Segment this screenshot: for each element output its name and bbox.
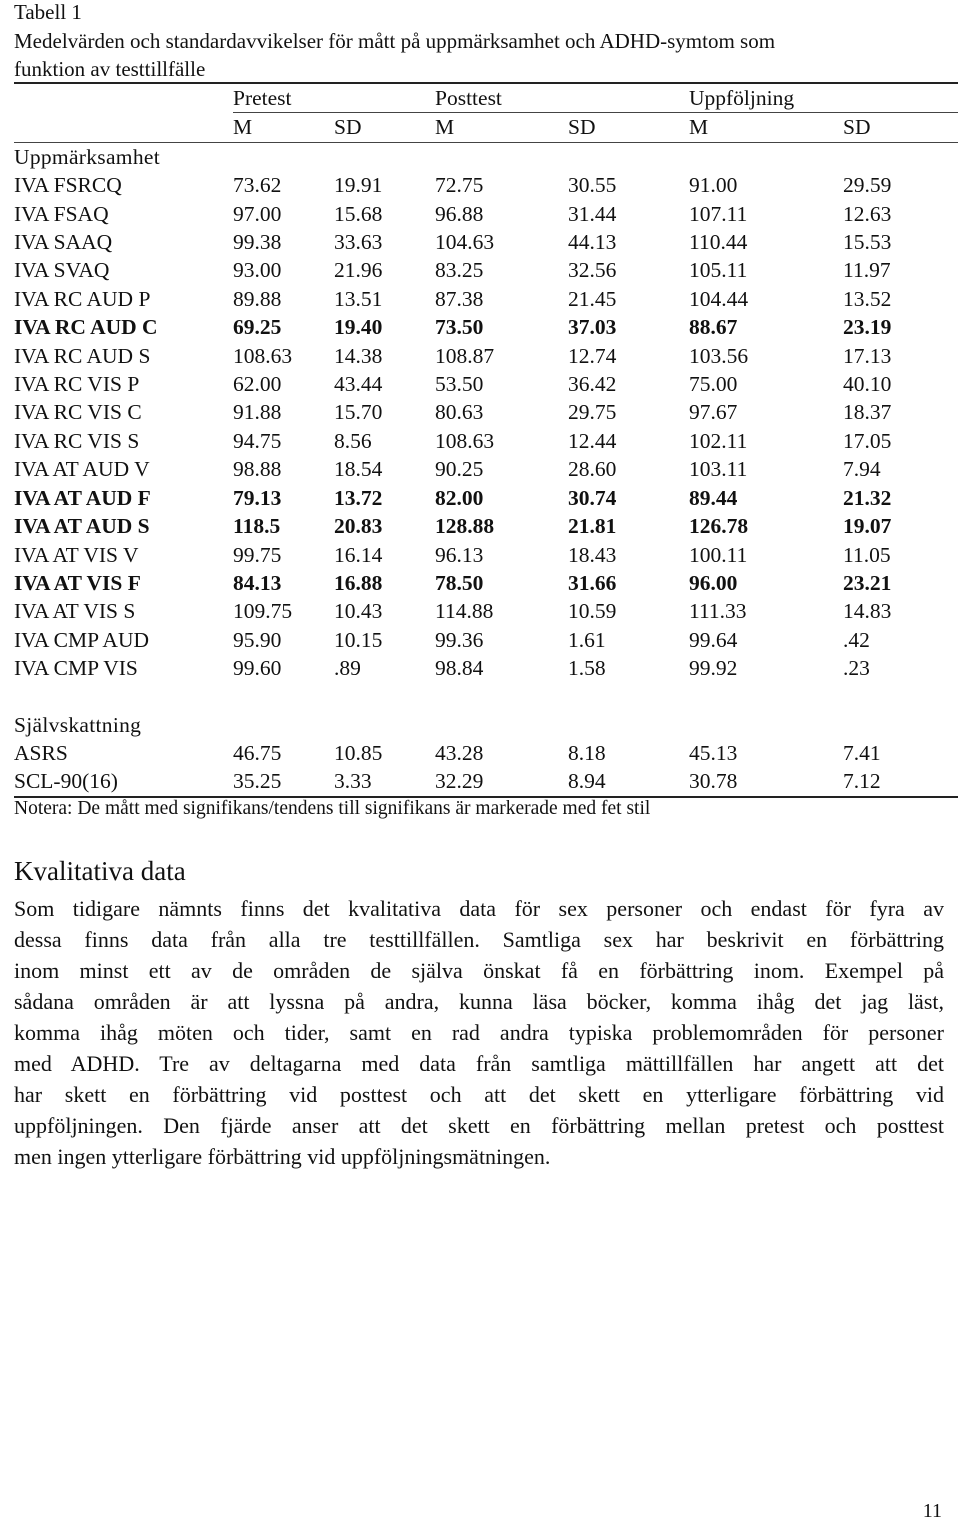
table-cell: 53.50 bbox=[435, 372, 484, 397]
table-cell: 83.25 bbox=[435, 258, 484, 283]
table-cell: .89 bbox=[334, 656, 361, 681]
section-title-row bbox=[14, 142, 958, 171]
table-cell: 30.55 bbox=[568, 173, 617, 198]
table-row bbox=[14, 597, 958, 625]
table-cell: 3.33 bbox=[334, 767, 435, 796]
table-cell: 19.91 bbox=[334, 173, 383, 198]
table-cell: 18.54 bbox=[334, 457, 383, 482]
table-cell: 114.88 bbox=[435, 599, 494, 624]
table-cell: 16.14 bbox=[334, 542, 383, 567]
table-cell: 7.41 bbox=[843, 740, 881, 765]
table-cell: 31.66 bbox=[568, 570, 617, 595]
paragraph-line: inom minst ett av de områden de själva önskat få en förbättring inom. Exempel på bbox=[14, 958, 944, 983]
table-cell: 10.43 bbox=[334, 599, 383, 624]
column-header: M bbox=[233, 113, 334, 142]
table-cell: 80.63 bbox=[435, 400, 484, 425]
row-label: IVA FSAQ bbox=[14, 201, 109, 226]
row-label: IVA AT AUD F bbox=[14, 485, 151, 510]
section-title: Uppmärksamhet bbox=[14, 144, 161, 169]
table-cell: 30.78 bbox=[689, 767, 843, 796]
table-cell: 10.59 bbox=[568, 599, 617, 624]
group-header: Uppföljning bbox=[689, 83, 958, 113]
row-label: IVA SAAQ bbox=[14, 230, 113, 255]
paragraph-line: Som tidigare nämnts finns det kvalitativa data för sex personer och endast för fyra av bbox=[14, 896, 944, 921]
table-cell: 96.13 bbox=[435, 542, 484, 567]
table-cell: 15.68 bbox=[334, 201, 383, 226]
spacer-row bbox=[14, 683, 958, 711]
row-label: IVA AT AUD S bbox=[14, 514, 150, 539]
table-cell: 35.25 bbox=[233, 767, 334, 796]
table-row bbox=[14, 285, 958, 313]
table-cell: 1.61 bbox=[568, 627, 606, 652]
table-cell: 45.13 bbox=[689, 740, 738, 765]
table-row bbox=[14, 342, 958, 370]
row-label: ASRS bbox=[14, 740, 68, 765]
table-cell: 75.00 bbox=[689, 372, 738, 397]
table-cell: .42 bbox=[843, 627, 870, 652]
table-row bbox=[14, 767, 958, 796]
table-cell: 18.37 bbox=[843, 400, 892, 425]
table-cell: 90.25 bbox=[435, 457, 484, 482]
page-number: 11 bbox=[922, 1500, 942, 1522]
table-label: Tabell 1 bbox=[14, 0, 82, 24]
row-label: IVA CMP AUD bbox=[14, 627, 150, 652]
group-header: Pretest bbox=[233, 83, 435, 113]
table-cell: 13.72 bbox=[334, 485, 383, 510]
table-cell: 98.88 bbox=[233, 457, 282, 482]
column-header: SD bbox=[334, 113, 435, 142]
table-cell: 7.12 bbox=[843, 767, 958, 796]
column-header: M bbox=[689, 113, 843, 142]
row-label: IVA AT VIS S bbox=[14, 599, 136, 624]
table-cell: 28.60 bbox=[568, 457, 617, 482]
table-cell: 10.15 bbox=[334, 627, 383, 652]
group-header-row bbox=[14, 83, 958, 113]
table-cell: 89.44 bbox=[689, 485, 738, 510]
table-cell: 40.10 bbox=[843, 372, 892, 397]
paragraph-line: med ADHD. Tre av deltagarna med data från samtliga mättillfällen har angett att det bbox=[14, 1051, 944, 1076]
table-cell: 103.11 bbox=[689, 457, 748, 482]
table-cell: 72.75 bbox=[435, 173, 484, 198]
table-row bbox=[14, 370, 958, 398]
table-row bbox=[14, 256, 958, 284]
table-cell: 16.88 bbox=[334, 570, 383, 595]
table-cell: 1.58 bbox=[568, 656, 606, 681]
row-label: IVA RC VIS C bbox=[14, 400, 142, 425]
paragraph-line: sådana områden är att lyssna på andra, kunna läsa böcker, komma ihåg det jag läst, bbox=[14, 989, 944, 1014]
table-cell: 87.38 bbox=[435, 286, 484, 311]
table-cell: 19.07 bbox=[843, 514, 892, 539]
table-cell: 62.00 bbox=[233, 372, 282, 397]
table-cell: 14.38 bbox=[334, 343, 383, 368]
row-label: IVA AT VIS V bbox=[14, 542, 139, 567]
table-cell: 93.00 bbox=[233, 258, 282, 283]
table-cell: 23.19 bbox=[843, 315, 892, 340]
table-cell: 29.59 bbox=[843, 173, 892, 198]
table-cell: 99.64 bbox=[689, 627, 738, 652]
row-label: IVA RC AUD S bbox=[14, 343, 151, 368]
table-row bbox=[14, 200, 958, 228]
table-cell: 15.70 bbox=[334, 400, 383, 425]
table-row bbox=[14, 739, 958, 767]
paragraph-line: dessa finns data från alla tre testtillfällen. Samtliga sex har beskrivit en förbättring bbox=[14, 927, 944, 952]
table-cell: 91.00 bbox=[689, 173, 738, 198]
table-cell: 105.11 bbox=[689, 258, 748, 283]
table-cell: 8.56 bbox=[334, 428, 372, 453]
table-cell: 7.94 bbox=[843, 457, 881, 482]
table-cell: 100.11 bbox=[689, 542, 748, 567]
row-label: IVA RC AUD P bbox=[14, 286, 151, 311]
column-header-row bbox=[14, 113, 958, 142]
table-cell: 43.28 bbox=[435, 740, 484, 765]
table-cell: 73.62 bbox=[233, 173, 282, 198]
table-cell: 12.63 bbox=[843, 201, 892, 226]
paragraph-line: har skett en förbättring vid posttest och att det skett en ytterligare förbättring vid bbox=[14, 1082, 944, 1107]
table-cell: 19.40 bbox=[334, 315, 383, 340]
table-cell: 108.63 bbox=[435, 428, 495, 453]
table-cell: .23 bbox=[843, 656, 870, 681]
table-cell: 21.81 bbox=[568, 514, 617, 539]
table-row bbox=[14, 512, 958, 540]
table-cell: 78.50 bbox=[435, 570, 484, 595]
section-title-row bbox=[14, 711, 958, 739]
table-cell: 97.00 bbox=[233, 201, 282, 226]
table-cell: 46.75 bbox=[233, 740, 282, 765]
table-cell: 99.36 bbox=[435, 627, 484, 652]
table-row bbox=[14, 455, 958, 483]
section-heading: Kvalitativa data bbox=[14, 856, 186, 886]
table-note: Notera: De mått med signifikans/tendens till signifikans är markerade med fet stil bbox=[14, 798, 651, 819]
paragraph-line: komma ihåg möten och tider, samt en rad andra typiska problemområden för personer bbox=[14, 1020, 944, 1045]
column-header: M bbox=[435, 113, 568, 142]
table-cell: 21.45 bbox=[568, 286, 617, 311]
column-header: SD bbox=[843, 113, 958, 142]
table-cell: 111.33 bbox=[689, 599, 747, 624]
table-row bbox=[14, 398, 958, 426]
table-cell: 44.13 bbox=[568, 230, 617, 255]
table-cell: 14.83 bbox=[843, 599, 892, 624]
group-header: Posttest bbox=[435, 83, 689, 113]
table-cell: 99.92 bbox=[689, 656, 738, 681]
table-cell: 108.87 bbox=[435, 343, 495, 368]
table-cell: 98.84 bbox=[435, 656, 484, 681]
table-cell: 82.00 bbox=[435, 485, 484, 510]
table-cell: 8.94 bbox=[568, 767, 689, 796]
table-cell: 103.56 bbox=[689, 343, 749, 368]
table-cell: 29.75 bbox=[568, 400, 617, 425]
table-cell: 12.74 bbox=[568, 343, 617, 368]
table-cell: 11.97 bbox=[843, 258, 891, 283]
table-cell: 99.75 bbox=[233, 542, 282, 567]
results-table bbox=[14, 82, 958, 798]
table-cell: 102.11 bbox=[689, 428, 748, 453]
row-label: IVA AT VIS F bbox=[14, 570, 141, 595]
table-cell: 96.88 bbox=[435, 201, 484, 226]
table-row bbox=[14, 171, 958, 199]
table-cell: 17.13 bbox=[843, 343, 892, 368]
table-row bbox=[14, 427, 958, 455]
body-paragraph bbox=[14, 893, 944, 1172]
header-spacer bbox=[14, 83, 233, 113]
table-cell: 109.75 bbox=[233, 599, 293, 624]
paragraph-line: uppföljningen. Den fjärde anser att det skett en förbättring mellan pretest och posttest bbox=[14, 1113, 944, 1138]
table-cell: 30.74 bbox=[568, 485, 617, 510]
table-cell: 15.53 bbox=[843, 230, 892, 255]
section-title: Självskattning bbox=[14, 712, 142, 737]
table-cell: 104.44 bbox=[689, 286, 749, 311]
spacer-cell bbox=[14, 683, 958, 711]
table-row bbox=[14, 228, 958, 256]
table-cell: 33.63 bbox=[334, 230, 383, 255]
table-cell: 37.03 bbox=[568, 315, 617, 340]
column-header: SD bbox=[568, 113, 689, 142]
table-row bbox=[14, 541, 958, 569]
table-cell: 108.63 bbox=[233, 343, 293, 368]
table-row bbox=[14, 484, 958, 512]
table-cell: 104.63 bbox=[435, 230, 495, 255]
table-cell: 32.29 bbox=[435, 767, 568, 796]
table-cell: 20.83 bbox=[334, 514, 383, 539]
row-label: IVA SVAQ bbox=[14, 258, 110, 283]
table-cell: 94.75 bbox=[233, 428, 282, 453]
table-cell: 88.67 bbox=[689, 315, 738, 340]
table-cell: 23.21 bbox=[843, 570, 892, 595]
table-cell: 107.11 bbox=[689, 201, 748, 226]
table-cell: 18.43 bbox=[568, 542, 617, 567]
row-label: IVA RC VIS S bbox=[14, 428, 140, 453]
table-cell: 89.88 bbox=[233, 286, 282, 311]
table-cell: 69.25 bbox=[233, 315, 282, 340]
table-cell: 21.96 bbox=[334, 258, 383, 283]
header-spacer bbox=[14, 113, 233, 142]
table-row bbox=[14, 626, 958, 654]
table-cell: 10.85 bbox=[334, 740, 383, 765]
row-label: IVA AT AUD V bbox=[14, 457, 150, 482]
table-caption-line: Medelvärden och standardavvikelser för mått på uppmärksamhet och ADHD-symtom som bbox=[14, 29, 776, 53]
table-cell: 128.88 bbox=[435, 514, 495, 539]
table-cell: 13.51 bbox=[334, 286, 383, 311]
table-cell: 13.52 bbox=[843, 286, 892, 311]
table-row bbox=[14, 569, 958, 597]
table-cell: 12.44 bbox=[568, 428, 617, 453]
row-label: IVA FSRCQ bbox=[14, 173, 122, 198]
row-label: IVA CMP VIS bbox=[14, 656, 138, 681]
table-cell: 8.18 bbox=[568, 740, 606, 765]
table-cell: 84.13 bbox=[233, 570, 282, 595]
table-cell: 99.38 bbox=[233, 230, 282, 255]
table-cell: 73.50 bbox=[435, 315, 484, 340]
table-cell: 99.60 bbox=[233, 656, 282, 681]
table-cell: 110.44 bbox=[689, 230, 748, 255]
table-cell: 11.05 bbox=[843, 542, 891, 567]
paragraph-line: men ingen ytterligare förbättring vid uppföljningsmätningen. bbox=[14, 1144, 551, 1169]
row-label: IVA RC VIS P bbox=[14, 372, 140, 397]
row-label: SCL-90(16) bbox=[14, 767, 233, 796]
table-cell: 32.56 bbox=[568, 258, 617, 283]
table-cell: 31.44 bbox=[568, 201, 617, 226]
table-row bbox=[14, 654, 958, 682]
table-cell: 126.78 bbox=[689, 514, 749, 539]
table-cell: 17.05 bbox=[843, 428, 892, 453]
table-caption-line: funktion av testtillfälle bbox=[14, 57, 206, 81]
table-row bbox=[14, 313, 958, 341]
table-cell: 97.67 bbox=[689, 400, 738, 425]
table-cell: 79.13 bbox=[233, 485, 282, 510]
table-cell: 36.42 bbox=[568, 372, 617, 397]
table-cell: 43.44 bbox=[334, 372, 383, 397]
row-label: IVA RC AUD C bbox=[14, 315, 158, 340]
table-cell: 21.32 bbox=[843, 485, 892, 510]
table-cell: 118.5 bbox=[233, 514, 281, 539]
table-cell: 95.90 bbox=[233, 627, 282, 652]
table-cell: 96.00 bbox=[689, 570, 738, 595]
table-cell: 91.88 bbox=[233, 400, 282, 425]
